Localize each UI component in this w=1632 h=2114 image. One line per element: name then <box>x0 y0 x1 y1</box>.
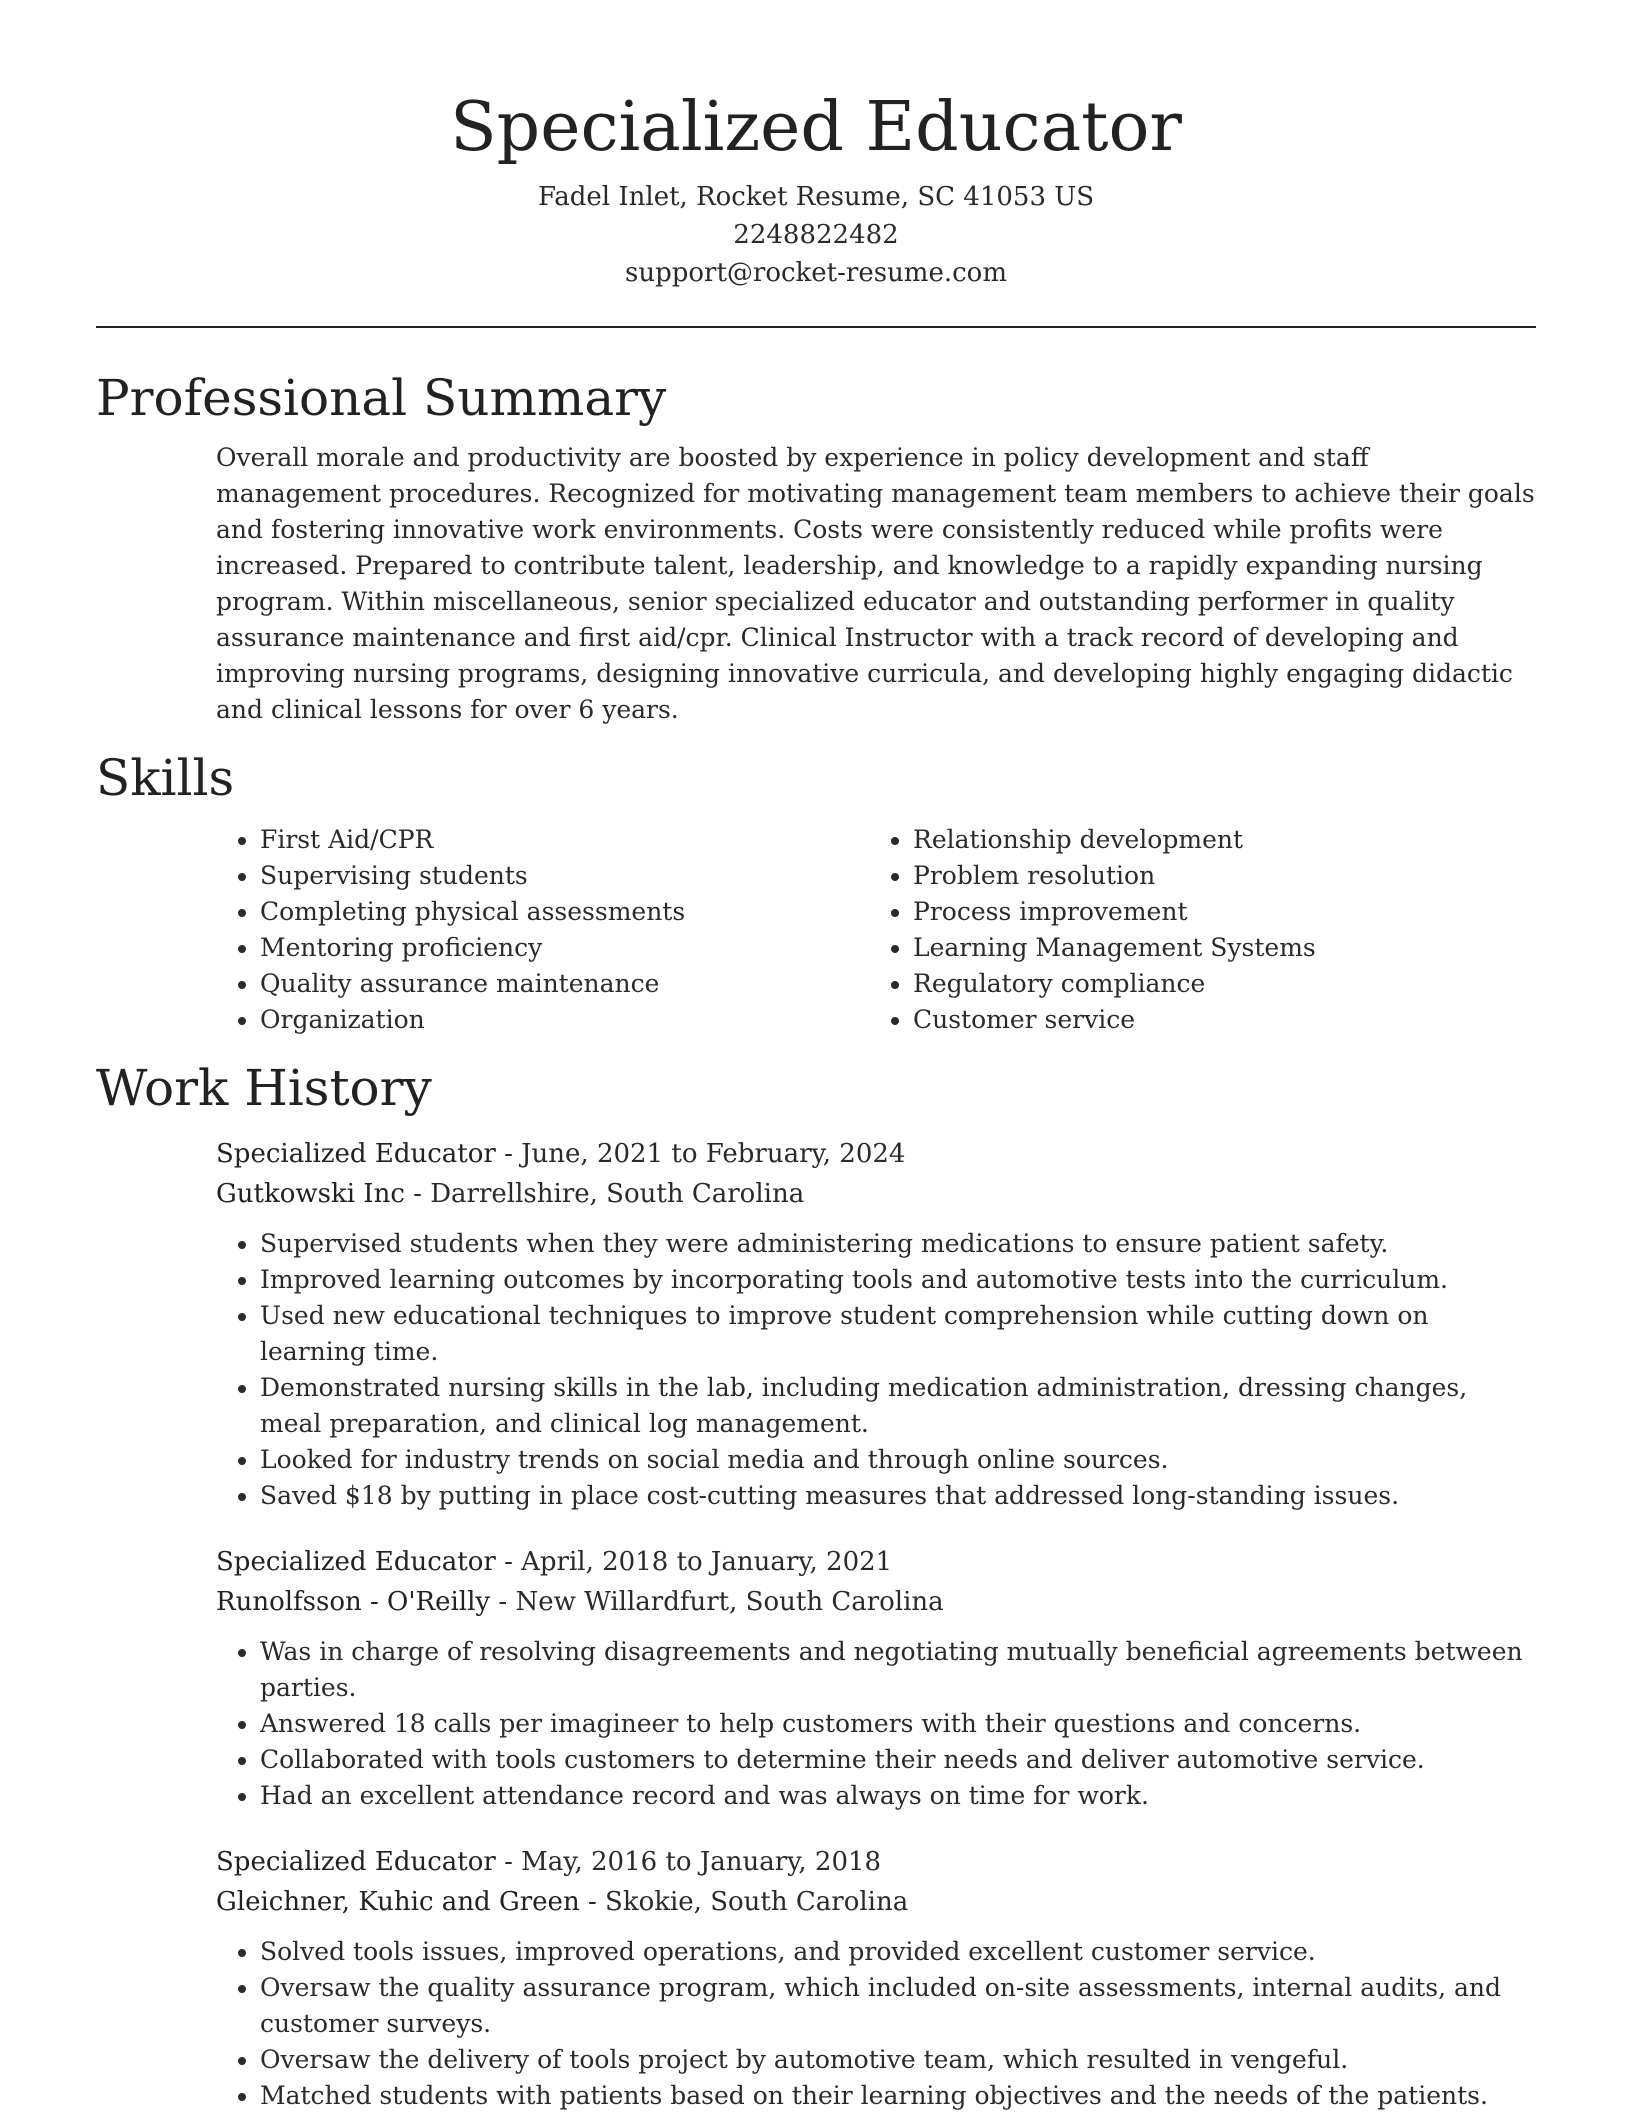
job-company-line <box>216 1582 1536 1622</box>
job-entry <box>216 1842 1536 2114</box>
skill-item: • Mentoring proficiency <box>260 930 883 966</box>
job-bullet: • Improved learning outcomes by incorporating tools and automotive tests into the curriculum. <box>260 1262 1536 1298</box>
resume-header <box>96 0 1536 292</box>
skill-item: • First Aid/CPR <box>260 822 883 858</box>
skill-item: • Relationship development <box>913 822 1536 858</box>
job-company-line <box>216 1174 1536 1214</box>
job-bullet: • Was in charge of resolving disagreements and negotiating mutually beneficial agreements between parties. <box>260 1634 1536 1706</box>
skill-item: • Completing physical assessments <box>260 894 883 930</box>
skills-heading: Skills <box>96 749 235 807</box>
summary-text: Overall morale and productivity are boosted by experience in policy development and staff management procedures. Recognized for motivating management team members to achieve their goals and fostering innovative work environments. Costs were consistently reduced while profits were increased. Prepared to contribute talent, leadership, and knowledge to a rapidly expanding nursing program. Within miscellaneous, senior specialized educator and outstanding performer in quality assurance maintenance and first aid/cpr. Clinical Instructor with a track record of developing and improving nursing programs, designing innovative curricula, and developing highly engaging didactic and clinical lessons for over 6 years. <box>216 443 1535 724</box>
job-bullet: • Oversaw the quality assurance program, which included on-site assessments, internal audits, and customer surveys. <box>260 1970 1536 2042</box>
job-title-line <box>216 1134 1536 1174</box>
skill-item: • Supervising students <box>260 858 883 894</box>
job-role: Specialized Educator <box>216 1139 496 1169</box>
job-location: - Darrellshire, South Carolina <box>404 1179 805 1209</box>
email: support@rocket-resume.com <box>624 258 1007 288</box>
job-bullet: • Used new educational techniques to improve student comprehension while cutting down on learning time. <box>260 1298 1536 1370</box>
job-role: Specialized Educator <box>216 1847 496 1877</box>
skill-item: • Regulatory compliance <box>913 966 1536 1002</box>
skill-item: • Learning Management Systems <box>913 930 1536 966</box>
address: Fadel Inlet, Rocket Resume, SC 41053 US <box>537 182 1095 212</box>
phone: 2248822482 <box>733 220 899 250</box>
skill-item: • Customer service <box>913 1002 1536 1038</box>
header-divider <box>96 326 1536 328</box>
job-bullet: • Answered 18 calls per imagineer to help customers with their questions and concerns. <box>260 1706 1536 1742</box>
skills-list <box>216 822 1536 1038</box>
job-company: Gutkowski Inc <box>216 1179 405 1209</box>
job-bullet: • Collaborated with tools customers to determine their needs and deliver automotive service. <box>260 1742 1536 1778</box>
job-bullets <box>216 1934 1536 2114</box>
candidate-name: Specialized Educator <box>450 88 1182 167</box>
job-bullet: • Oversaw the delivery of tools project by automotive team, which resulted in vengeful. <box>260 2042 1536 2078</box>
job-entry <box>216 1542 1536 1814</box>
work-history-heading: Work History <box>96 1059 432 1117</box>
job-bullet: • Supervised students when they were administering medications to ensure patient safety. <box>260 1226 1536 1262</box>
job-company: Gleichner, Kuhic and Green <box>216 1887 580 1917</box>
job-company-line <box>216 1882 1536 1922</box>
job-company: Runolfsson - O'Reilly <box>216 1587 491 1617</box>
summary-heading: Professional Summary <box>96 369 667 427</box>
job-dates: - April, 2018 to January, 2021 <box>495 1547 893 1577</box>
skill-item: • Quality assurance maintenance <box>260 966 883 1002</box>
job-bullet: • Had an excellent attendance record and was always on time for work. <box>260 1778 1536 1814</box>
job-bullet: • Looked for industry trends on social media and through online sources. <box>260 1442 1536 1478</box>
job-bullet: • Solved tools issues, improved operations, and provided excellent customer service. <box>260 1934 1536 1970</box>
job-bullets <box>216 1226 1536 1514</box>
job-bullet: • Demonstrated nursing skills in the lab, including medication administration, dressing changes, meal preparation, and clinical log management. <box>260 1370 1536 1442</box>
job-bullet: • Saved $18 by putting in place cost-cutting measures that addressed long-standing issues. <box>260 1478 1536 1514</box>
job-role: Specialized Educator <box>216 1547 496 1577</box>
skills-column-right <box>883 822 1536 1038</box>
job-bullets <box>216 1634 1536 1814</box>
job-location: - Skokie, South Carolina <box>579 1887 909 1917</box>
job-entry <box>216 1134 1536 1514</box>
job-title-line <box>216 1842 1536 1882</box>
skills-column-left <box>216 822 883 1038</box>
job-title-line <box>216 1542 1536 1582</box>
contact-info <box>96 178 1536 292</box>
job-location: - New Willardfurt, South Carolina <box>490 1587 944 1617</box>
job-bullet: • Matched students with patients based on their learning objectives and the needs of the patients. <box>260 2078 1536 2114</box>
skill-item: • Organization <box>260 1002 883 1038</box>
job-dates: - May, 2016 to January, 2018 <box>495 1847 882 1877</box>
skill-item: • Process improvement <box>913 894 1536 930</box>
skill-item: • Problem resolution <box>913 858 1536 894</box>
job-dates: - June, 2021 to February, 2024 <box>495 1139 906 1169</box>
resume-page <box>96 0 1536 2114</box>
